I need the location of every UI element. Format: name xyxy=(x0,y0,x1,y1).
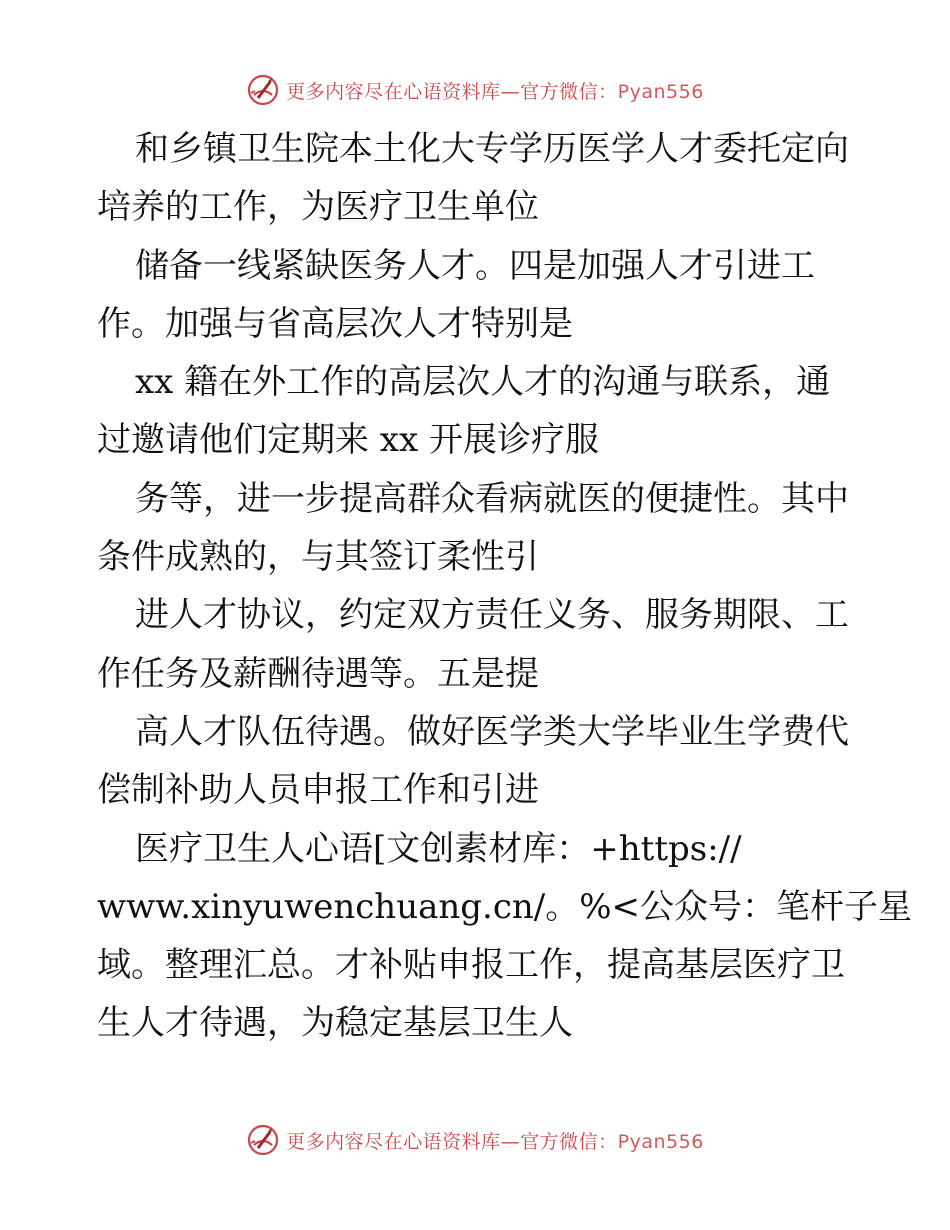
watermark-text: 更多内容尽在心语资料库—官方微信：Pyan556 xyxy=(286,80,704,103)
header-watermark xyxy=(0,70,950,110)
text-line: 作。加强与省高层次人才特别是 xyxy=(97,303,573,344)
text-line: 高人才队伍待遇。做好医学类大学毕业生学费代 xyxy=(135,711,849,752)
text-line: 域。整理汇总。才补贴申报工作，提高基层医疗卫 xyxy=(97,945,845,986)
text-line: 储备一线紧缺医务人才。四是加强人才引进工 xyxy=(135,245,815,286)
footer-watermark xyxy=(0,1120,950,1160)
text-line: 医疗卫生人心语[文创素材库：+https:// xyxy=(135,828,742,869)
text-line: 条件成熟的，与其签订柔性引 xyxy=(97,537,539,578)
text-line: 过邀请他们定期来 xx 开展诊疗服 xyxy=(97,420,599,461)
text-line: 和乡镇卫生院本土化大专学历医学人才委托定向 xyxy=(135,129,849,169)
text-line: 偿制补助人员申报工作和引进 xyxy=(97,770,539,811)
text-line: 培养的工作，为医疗卫生单位 xyxy=(97,187,539,228)
text-line: 作任务及薪酬待遇等。五是提 xyxy=(97,653,539,694)
text-line: 进人才协议，约定双方责任义务、服务期限、工 xyxy=(135,595,849,636)
text-line: www.xinyuwenchuang.cn/。%<公众号：笔杆子星 xyxy=(97,886,913,927)
text-line: 务等，进一步提高群众看病就医的便捷性。其中 xyxy=(135,478,849,519)
text-line: xx 籍在外工作的高层次人才的沟通与联系，通 xyxy=(135,362,831,403)
book-pen-logo-icon xyxy=(246,1123,280,1157)
book-pen-logo-icon xyxy=(246,73,280,107)
document-body xyxy=(97,120,913,1053)
text-line: 生人才待遇，为稳定基层卫生人 xyxy=(97,1003,573,1044)
watermark-text: 更多内容尽在心语资料库—官方微信：Pyan556 xyxy=(286,1130,704,1153)
